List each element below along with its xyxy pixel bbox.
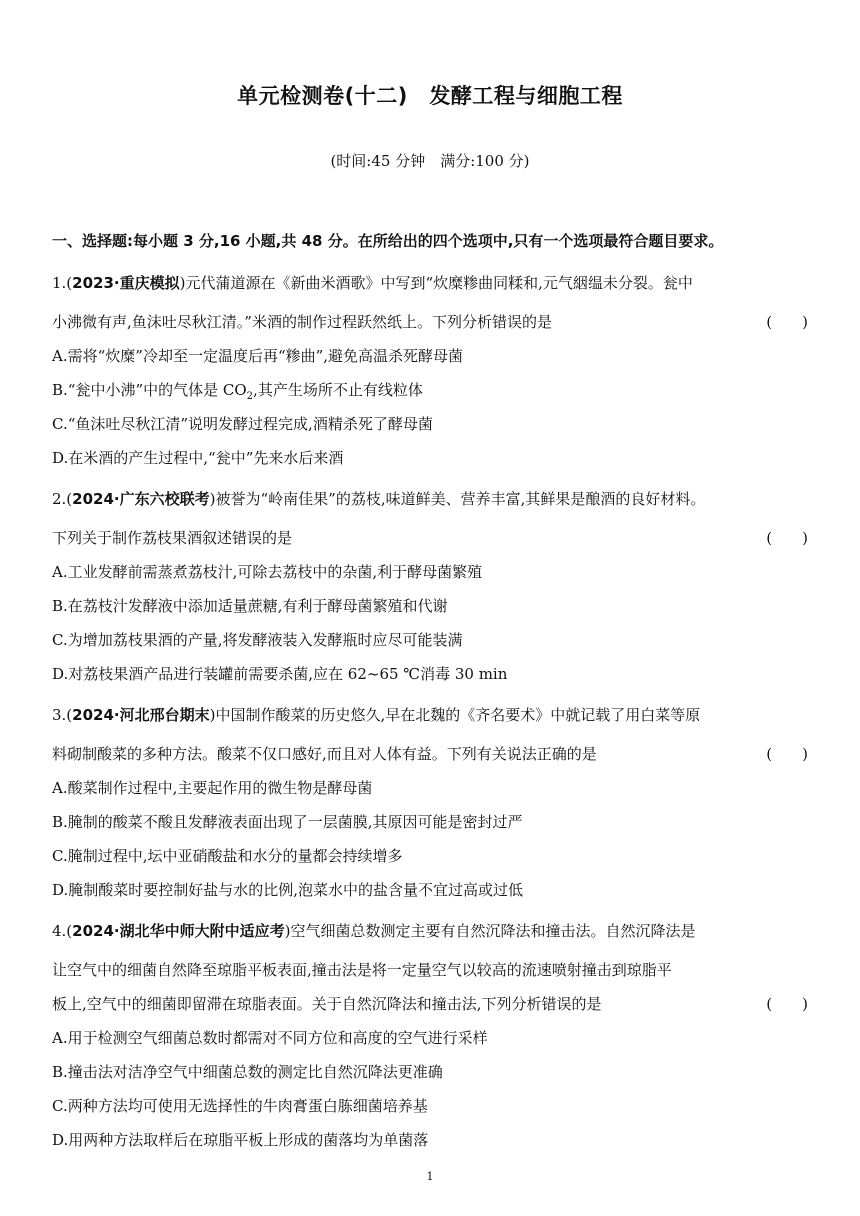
- question-3-option-b: B.腌制的酸菜不酸且发酵液表面出现了一层菌膜,其原因可能是密封过严: [52, 813, 523, 831]
- answer-paren: ( ): [766, 313, 808, 331]
- question-2-option-b: B.在荔枝汁发酵液中添加适量蔗糖,有利于酵母菌繁殖和代谢: [52, 597, 448, 615]
- question-4-option-b: B.撞击法对洁净空气中细菌总数的测定比自然沉降法更准确: [52, 1063, 443, 1081]
- question-4-stem-line-1: 4.(2024·湖北华中师大附中适应考)空气细菌总数测定主要有自然沉降法和撞击法。自然沉降法是: [52, 922, 696, 940]
- question-3-stem-line-2: 料砌制酸菜的多种方法。酸菜不仅口感好,而且对人体有益。下列有关说法正确的是 ( ): [52, 742, 812, 766]
- question-4-source: 2024·湖北华中师大附中适应考: [72, 922, 285, 940]
- question-3-option-c: C.腌制过程中,坛中亚硝酸盐和水分的量都会持续增多: [52, 847, 403, 865]
- page-number: 1: [426, 1170, 434, 1183]
- question-1-option-d: D.在米酒的产生过程中,“瓮中”先来水后来酒: [52, 449, 344, 467]
- question-1-stem-line-2: 小沸微有声,鱼沫吐尽秋江清。”米酒的制作过程跃然纸上。下列分析错误的是 ( ): [52, 310, 812, 334]
- answer-paren: ( ): [766, 529, 808, 547]
- question-2-source: 2024·广东六校联考: [72, 490, 210, 508]
- question-3-option-a: A.酸菜制作过程中,主要起作用的微生物是酵母菌: [52, 779, 373, 797]
- question-4-option-d: D.用两种方法取样后在琼脂平板上形成的菌落均为单菌落: [52, 1131, 429, 1149]
- question-3-source: 2024·河北邢台期末: [72, 706, 210, 724]
- page-title: 单元检测卷(十二) 发酵工程与细胞工程: [237, 84, 623, 108]
- question-2-option-a: A.工业发酵前需蒸煮荔枝汁,可除去荔枝中的杂菌,利于酵母菌繁殖: [52, 563, 483, 581]
- question-4-stem-line-3: 板上,空气中的细菌即留滞在琼脂表面。关于自然沉降法和撞击法,下列分析错误的是 ( ): [52, 992, 812, 1016]
- question-1-source: 2023·重庆模拟: [72, 274, 180, 292]
- question-2-option-c: C.为增加荔枝果酒的产量,将发酵液装入发酵瓶时应尽可能装满: [52, 631, 463, 649]
- section-header: 一、选择题:每小题 3 分,16 小题,共 48 分。在所给出的四个选项中,只有一个选项最符合题目要求。: [52, 232, 724, 250]
- answer-paren: ( ): [766, 995, 808, 1013]
- question-2-stem-line-1: 2.(2024·广东六校联考)被誉为“岭南佳果”的荔枝,味道鲜美、营养丰富,其鲜果是酿酒的良好材料。: [52, 490, 706, 508]
- question-2-stem-line-2: 下列关于制作荔枝果酒叙述错误的是 ( ): [52, 526, 812, 550]
- question-1-option-b: B.“瓮中小沸”中的气体是 $CO_2$,其产生场所不止有线粒体: [52, 381, 423, 402]
- answer-paren: ( ): [766, 745, 808, 763]
- question-2-option-d: D.对荔枝果酒产品进行装罐前需要杀菌,应在 62~65 ℃消毒 30 min: [52, 665, 508, 683]
- question-1-option-c: C.“鱼沫吐尽秋江清”说明发酵过程完成,酒精杀死了酵母菌: [52, 415, 433, 433]
- question-3-option-d: D.腌制酸菜时要控制好盐与水的比例,泡菜水中的盐含量不宜过高或过低: [52, 881, 524, 899]
- question-4-stem-line-2: 让空气中的细菌自然降至琼脂平板表面,撞击法是将一定量空气以较高的流速喷射撞击到琼脂平: [52, 961, 672, 979]
- question-4-option-c: C.两种方法均可使用无选择性的牛肉膏蛋白胨细菌培养基: [52, 1097, 428, 1115]
- exam-time-score: (时间:45 分钟 满分:100 分): [330, 152, 530, 170]
- question-4-option-a: A.用于检测空气细菌总数时都需对不同方位和高度的空气进行采样: [52, 1029, 488, 1047]
- question-3-stem-line-1: 3.(2024·河北邢台期末)中国制作酸菜的历史悠久,早在北魏的《齐名要术》中就记载了用白菜等原: [52, 706, 701, 724]
- question-1-stem-line-1: 1.(2023·重庆模拟)元代蒲道源在《新曲米酒歌》中写到“炊糜糁曲同糅和,元气絪缊未分裂。瓮中: [52, 274, 693, 292]
- question-1-option-a: A.需将“炊糜”冷却至一定温度后再“糁曲”,避免高温杀死酵母菌: [52, 347, 464, 365]
